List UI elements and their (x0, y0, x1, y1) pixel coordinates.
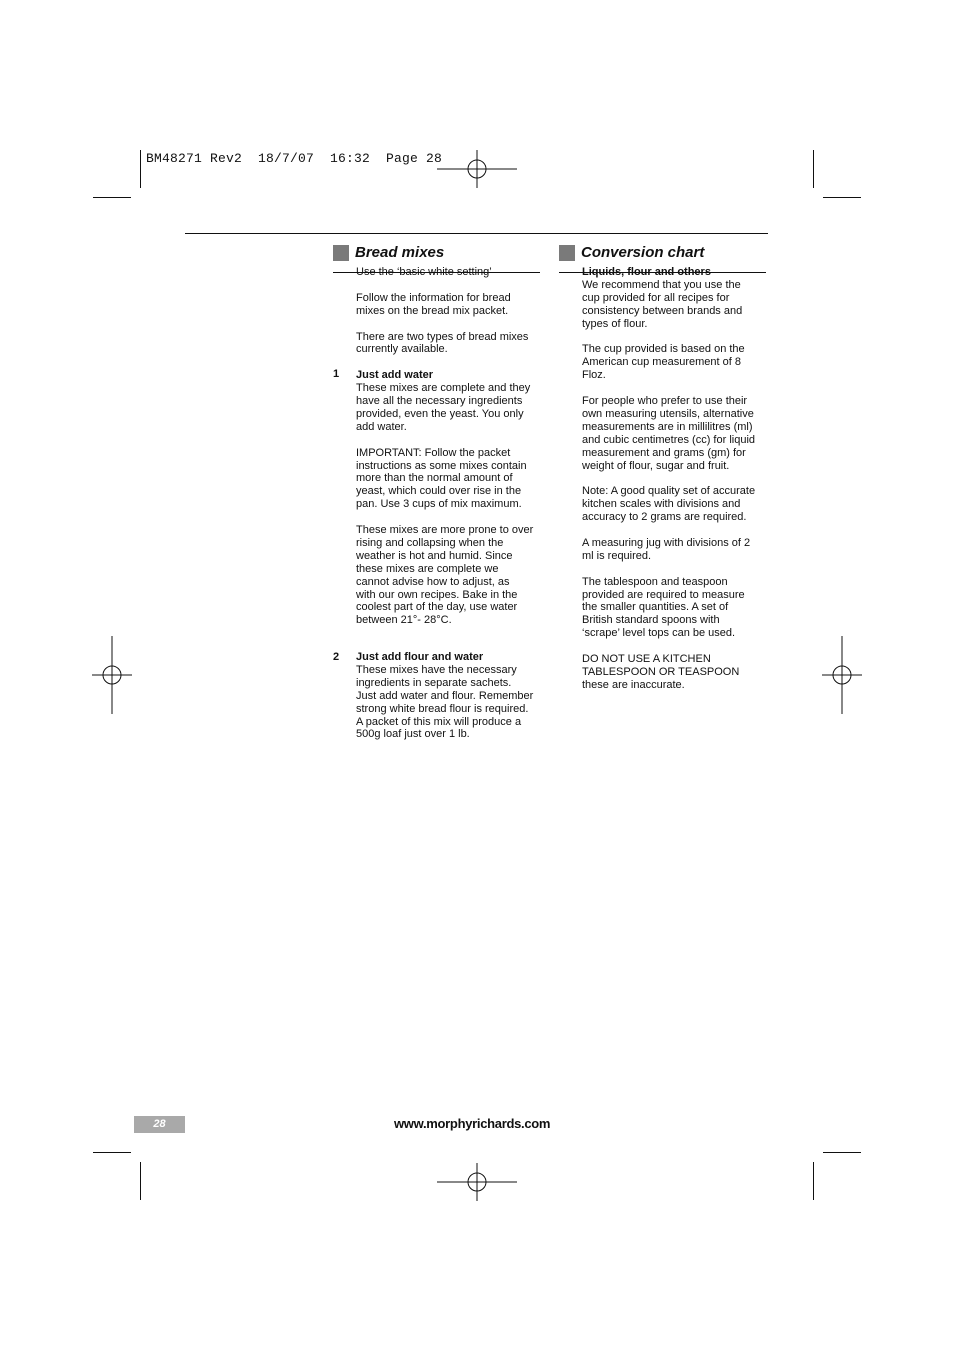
section-title: Bread mixes (355, 244, 445, 261)
paragraph-line: provided, even the yeast. You only (356, 407, 524, 420)
header-rule (185, 233, 768, 234)
paragraph-line: pan. Use 3 cups of mix maximum. (356, 498, 522, 511)
paragraph-line: these mixes are complete we (356, 562, 499, 575)
print-slug: BM48271 Rev2 18/7/07 16:32 Page 28 (146, 151, 443, 166)
paragraph-line: rising and collapsing when the (356, 536, 504, 549)
section-marker (333, 245, 349, 261)
paragraph-line: currently available. (356, 343, 448, 356)
paragraph-line: ‘scrape’ level tops can be used. (582, 627, 736, 640)
paragraph-line: ml is required. (582, 549, 652, 562)
paragraph-line: types of flour. (582, 317, 648, 330)
paragraph-line: These mixes are complete and they (356, 382, 531, 395)
paragraph-line: A measuring jug with divisions of 2 (582, 536, 751, 549)
item-number: 1 (333, 368, 340, 380)
crop-mark (823, 1152, 861, 1153)
bread-mixes-body (356, 266, 546, 627)
registration-mark-icon (437, 148, 517, 190)
paragraph-line: measurement and grams (gm) for (582, 446, 746, 459)
paragraph-line: IMPORTANT: Follow the packet (356, 446, 511, 459)
paragraph-line: These mixes have the necessary (356, 663, 517, 676)
paragraph-line: yeast, which could over rise in the (356, 485, 522, 498)
paragraph-line: 500g loaf just over 1 lb. (356, 728, 470, 741)
paragraph-line: DO NOT USE A KITCHEN (582, 653, 711, 666)
item-heading: Just add water (356, 369, 434, 382)
paragraph-line: The tablespoon and teaspoon (582, 575, 728, 588)
paragraph-line: American cup measurement of 8 (582, 356, 741, 369)
paragraph-line: cannot advise how to adjust, as (356, 575, 510, 588)
paragraph-line: with our own recipes. Bake in the (356, 588, 518, 601)
paragraph-line: ingredients in separate sachets. (356, 676, 512, 689)
paragraph: Use the ‘basic white setting’ (356, 266, 492, 278)
paragraph-line: more than the normal amount of (356, 472, 513, 485)
section-marker (559, 245, 575, 261)
paragraph-line: add water. (356, 420, 407, 433)
paragraph-line: own measuring utensils, alternative (582, 407, 754, 420)
item-number: 2 (333, 651, 340, 663)
paragraph-line: For people who prefer to use their (582, 395, 748, 408)
paragraph-line: the smaller quantities. A set of (582, 601, 729, 614)
paragraph-line: Floz. (582, 369, 606, 382)
paragraph-line: We recommend that you use the (582, 278, 741, 291)
paragraph-line: The cup provided is based on the (582, 343, 745, 356)
paragraph-line: mixes on the bread mix packet. (356, 304, 509, 317)
bread-mixes-header (333, 245, 540, 263)
registration-mark-icon (822, 636, 862, 714)
registration-mark-icon (92, 636, 132, 714)
paragraph-line: consistency between brands and (582, 304, 743, 317)
crop-mark (93, 197, 131, 198)
paragraph-line: instructions as some mixes contain (356, 459, 527, 472)
paragraph-line: kitchen scales with divisions and (582, 498, 741, 511)
paragraph-line: These mixes are more prone to over (356, 524, 534, 537)
paragraph-line: strong white bread flour is required. (356, 702, 529, 715)
crop-mark (140, 150, 141, 188)
paragraph-line: and cubic centimetres (cc) for liquid (582, 433, 756, 446)
paragraph-line: weather is hot and humid. Since (356, 549, 513, 562)
crop-mark (140, 1162, 141, 1200)
paragraph-line: measurements are in millilitres (ml) (582, 420, 753, 433)
paragraph-line: weight of flour, sugar and fruit. (582, 459, 730, 472)
paragraph-line: Follow the information for bread (356, 291, 511, 304)
conversion-chart-header (559, 245, 766, 263)
crop-mark (823, 197, 861, 198)
paragraph-line: TABLESPOON OR TEASPOON (582, 666, 740, 678)
paragraph-line: Just add water and flour. Remember (356, 689, 534, 702)
section-title: Conversion chart (581, 244, 705, 261)
paragraph-line: between 21°- 28°C. (356, 614, 452, 627)
paragraph-line: these are inaccurate. (582, 678, 685, 691)
paragraph-line: British standard spoons with (582, 614, 720, 627)
crop-mark (93, 1152, 131, 1153)
item-heading: Just add flour and water (356, 651, 484, 663)
paragraph-line: coolest part of the day, use water (356, 601, 518, 614)
paragraph-line: accuracy to 2 grams are required. (582, 511, 747, 524)
paragraph-line: cup provided for all recipes for (582, 291, 730, 304)
paragraph-line: provided are required to measure (582, 588, 745, 601)
crop-mark (813, 150, 814, 188)
subheading: Liquids, flour and others (582, 266, 711, 278)
bread-mixes-item2 (356, 651, 546, 741)
website-url: www.morphyrichards.com (394, 1116, 551, 1131)
paragraph-line: A packet of this mix will produce a (356, 715, 522, 728)
conversion-chart-body (582, 266, 772, 692)
paragraph-line: There are two types of bread mixes (356, 330, 529, 343)
paragraph-line: have all the necessary ingredients (356, 395, 523, 408)
crop-mark (813, 1162, 814, 1200)
registration-mark-icon (437, 1161, 517, 1203)
paragraph-line: Note: A good quality set of accurate (582, 485, 756, 498)
page-number: 28 (134, 1116, 185, 1133)
